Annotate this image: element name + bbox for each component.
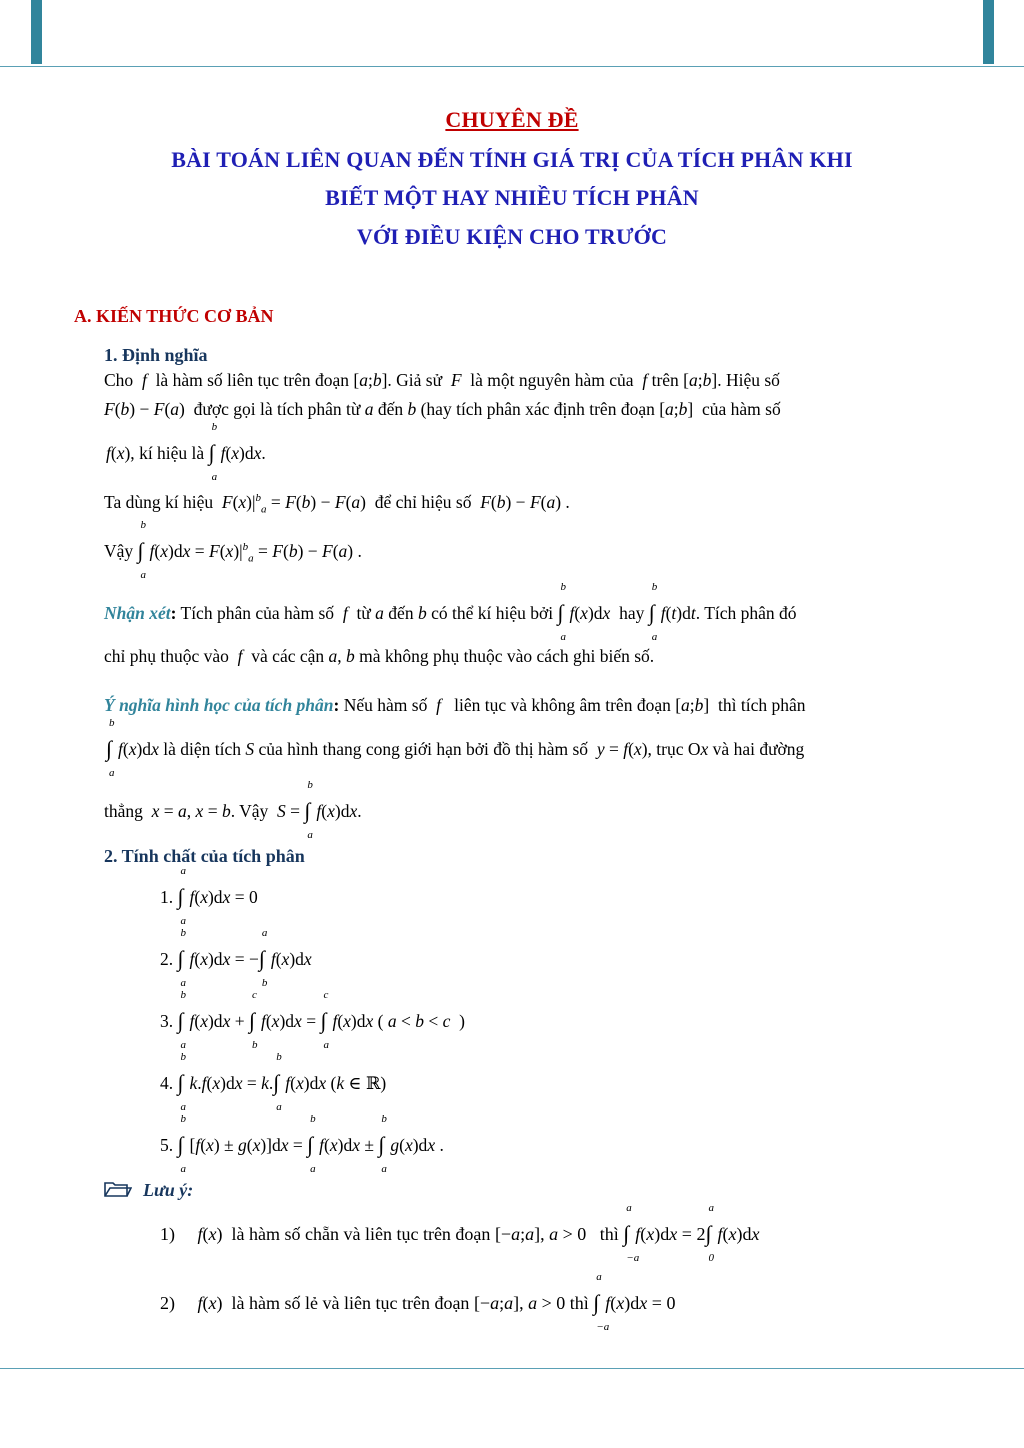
note-heading: Lưu ý:	[143, 1180, 194, 1200]
def-line3: f(x), kí hiệu là ∫ b a f(x)dx.	[106, 443, 266, 464]
def-line1: Cho f là hàm số liên tục trên đoạn [a;b]. Giả sử F là một nguyên hàm của f trên [a;b]. Hiệu số	[104, 370, 780, 390]
geometry-line2: ∫ b a f(x)dx là diện tích S của hình thang cong giới hạn bởi đồ thị hàm số y = f(x), trục Ox và hai đường	[106, 739, 804, 760]
doc-title-line2: BIẾT MỘT HAY NHIỀU TÍCH PHÂN	[325, 185, 699, 210]
property-5: 5. ∫ b a [f(x) ± g(x)]dx = ∫ b a f(x)dx ± ∫ b a g(x)dx .	[160, 1135, 444, 1156]
doc-kicker: CHUYÊN ĐỀ	[445, 107, 579, 132]
def-line2: F(b) − F(a) được gọi là tích phân từ a đến b (hay tích phân xác định trên đoạn [a;b] của hàm số	[104, 399, 781, 419]
remark-line2: chỉ phụ thuộc vào f và các cận a, b mà không phụ thuộc vào cách ghi biến số.	[104, 646, 655, 666]
note-2: 2) f(x) là hàm số lẻ và liên tục trên đoạn [−a;a], a > 0 thì ∫ a −a f(x)dx = 0	[160, 1293, 675, 1314]
doc-title-line1: BÀI TOÁN LIÊN QUAN ĐẾN TÍNH GIÁ TRỊ CỦA TÍCH PHÂN KHI	[171, 147, 853, 172]
def-line4: Ta dùng kí hiệu $F(x)|^b_a = F(b) - F(a)$ để chỉ hiệu số F(b) − F(a) .	[104, 492, 570, 516]
properties-heading: 2. Tính chất của tích phân	[104, 846, 305, 866]
property-2: 2. ∫ b a f(x)dx = − ∫ a b f(x)dx	[160, 949, 312, 970]
note-1: 1) f(x) là hàm số chẵn và liên tục trên đoạn [−a;a], a > 0 thì ∫ a −a f(x)dx = 2 ∫ a 0 f(x)dx	[160, 1224, 759, 1245]
section-a-heading: A. KIẾN THỨC CƠ BẢN	[74, 306, 274, 326]
property-3: 3. ∫ b a f(x)dx + ∫ c b f(x)dx = ∫ c a f(x)dx ( a < b < c )	[160, 1011, 465, 1032]
property-1: 1. ∫ a a f(x)dx = 0	[160, 887, 258, 908]
footer-rule	[0, 1368, 1024, 1369]
folder-icon	[104, 1180, 132, 1203]
remark-line1: Nhận xét: Tích phân của hàm số f từ a đến b có thể kí hiệu bởi ∫ b a f(x)dx hay ∫ b a f(t)dt. Tích phân đó	[104, 603, 797, 624]
doc-title-line3: VỚI ĐIỀU KIỆN CHO TRƯỚC	[356, 224, 668, 249]
header-rule	[0, 66, 1024, 67]
header-bar-right	[983, 0, 994, 64]
definition-heading: 1. Định nghĩa	[104, 345, 208, 365]
property-4: 4. ∫ b a k.f(x)dx = k. ∫ b a f(x)dx (k ∈ ℝ)	[160, 1073, 386, 1094]
header-bar-left	[31, 0, 42, 64]
geometry-line3: thẳng x = a, x = b. Vậy S = ∫ b a f(x)dx.	[104, 801, 362, 822]
geometry-line1: Ý nghĩa hình học của tích phân: Nếu hàm số f liên tục và không âm trên đoạn [a;b] thì tích phân	[104, 695, 806, 715]
def-line5: Vậy ∫ b a $f(x)dx = F(x)|^b_a = F(b) - F(a)$ .	[104, 541, 362, 565]
